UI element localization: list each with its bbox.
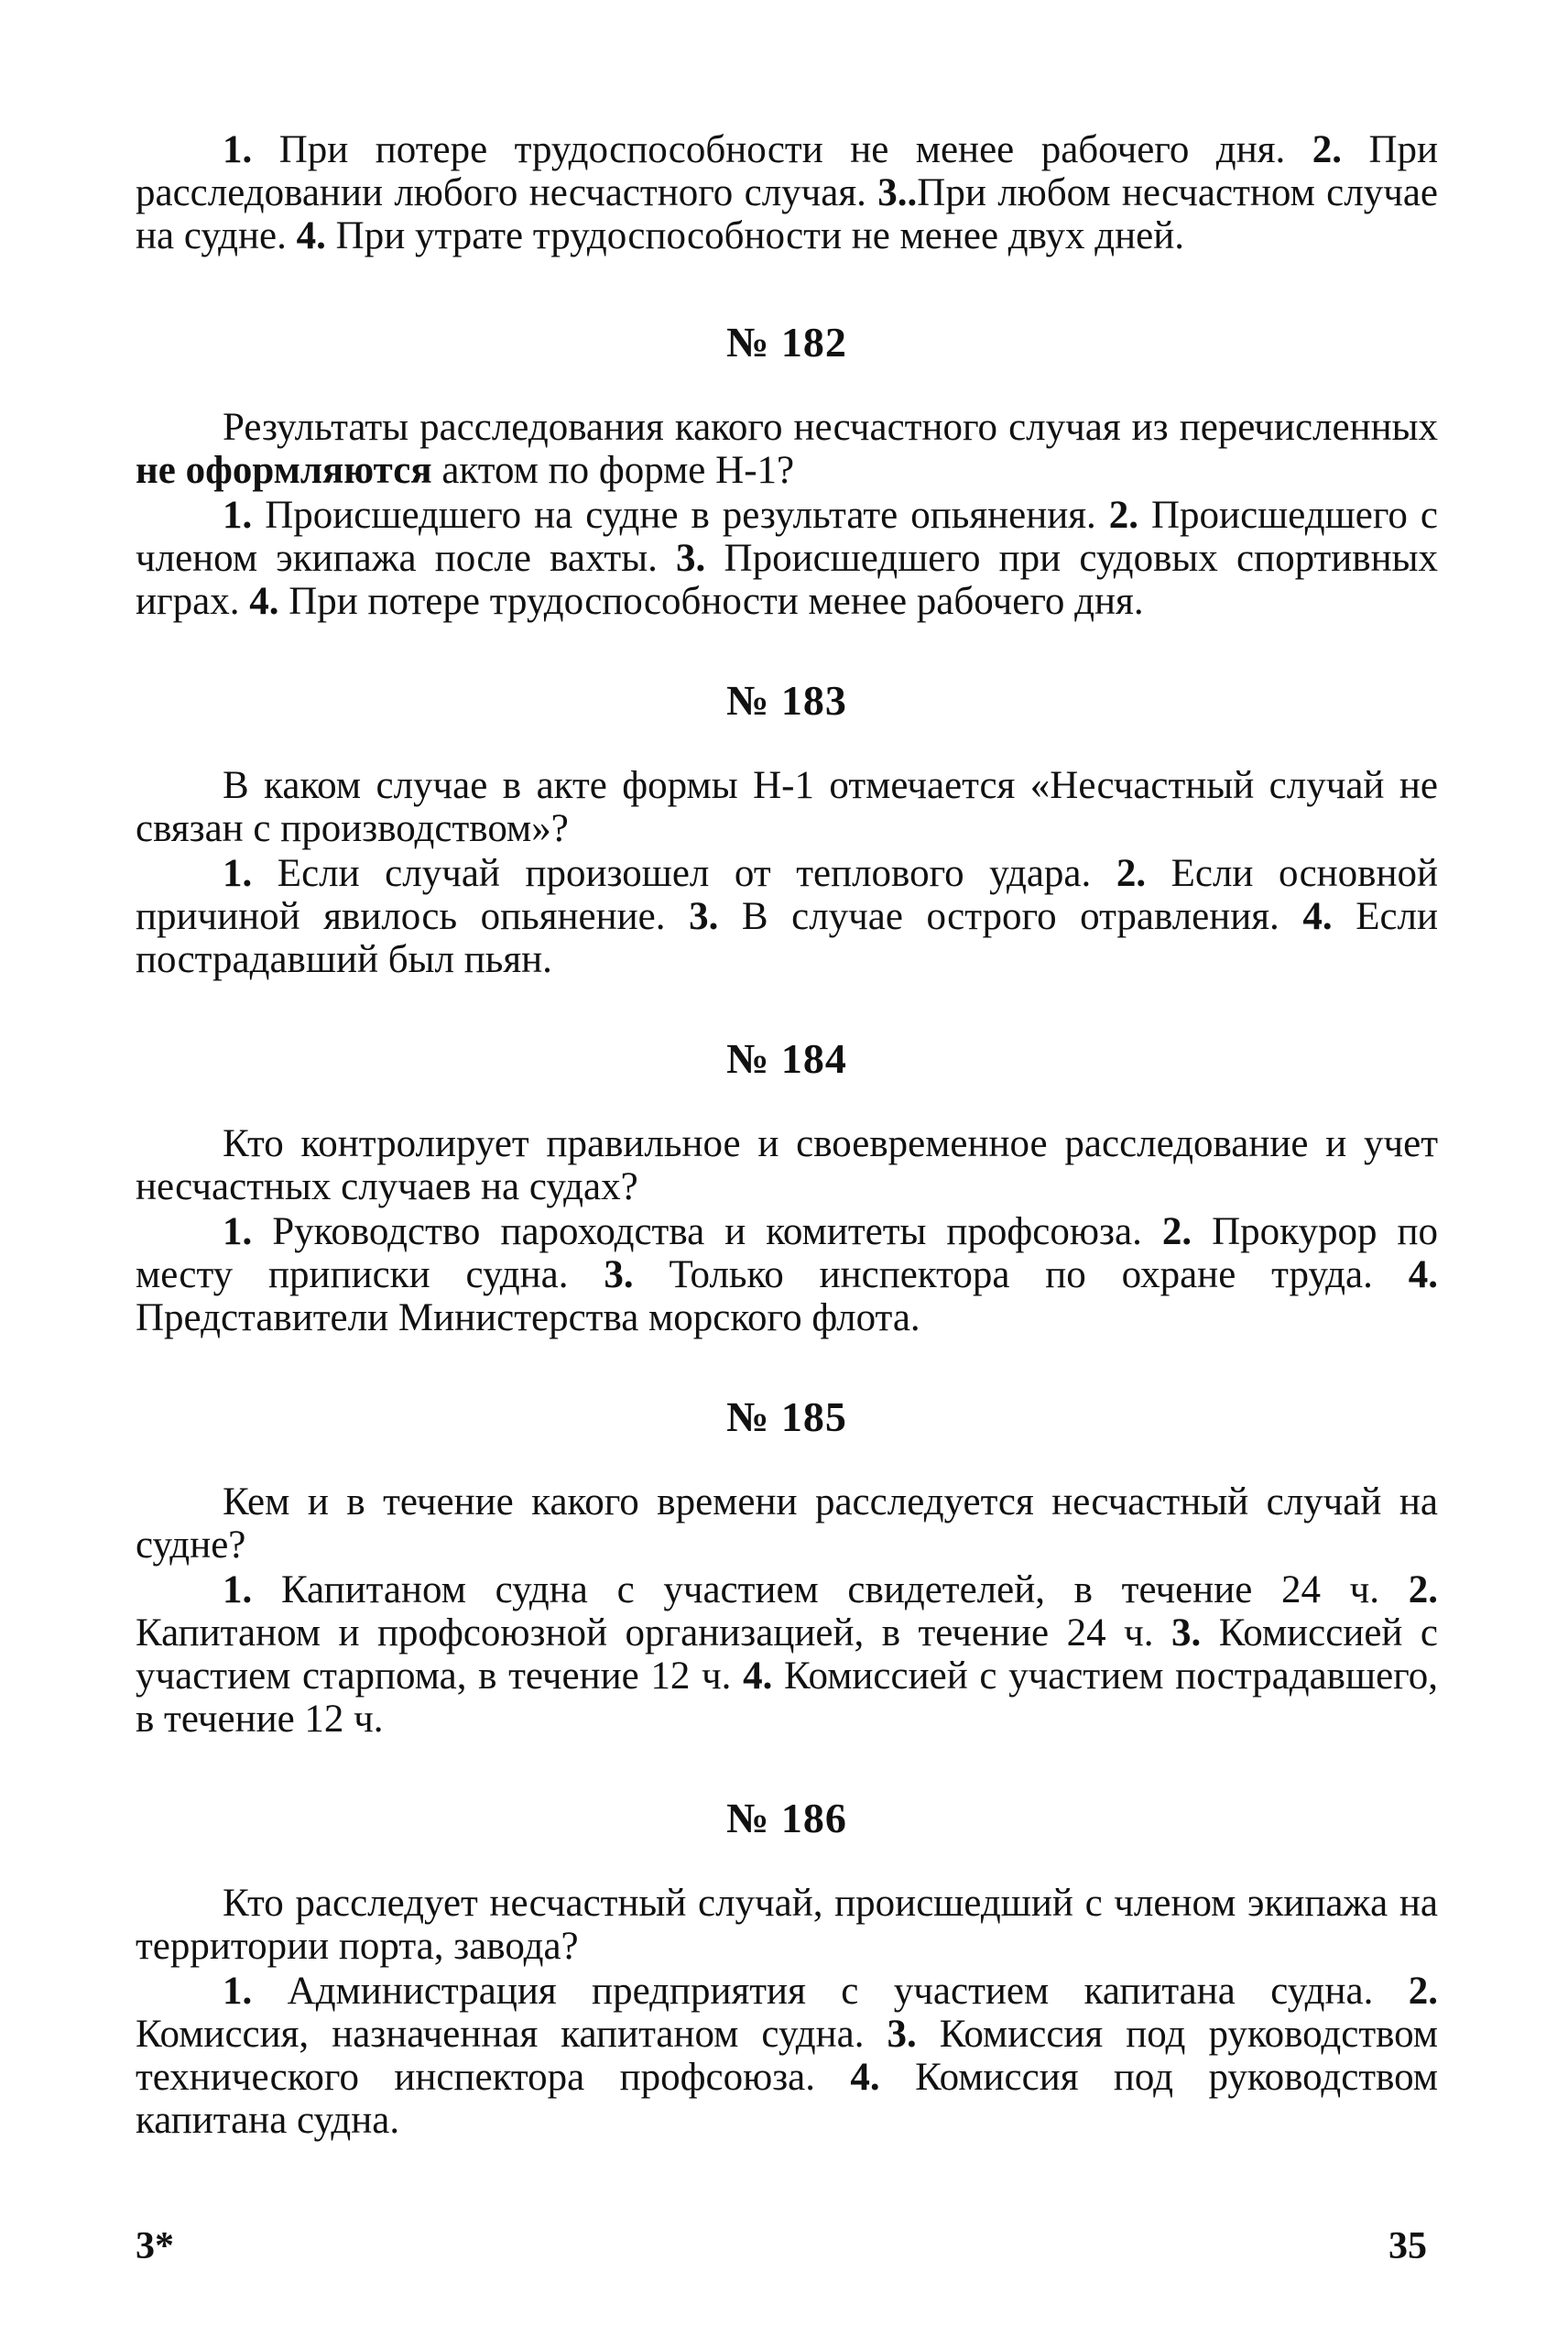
answer-text: При расследовании любого несчастного случая. [136, 128, 1439, 214]
answer-number: 1. [223, 852, 253, 895]
answer-number: 1. [223, 1210, 253, 1253]
question-block-186 [136, 1796, 1438, 2142]
answer-text: Комиссией с участием старпома, в течение 12 ч. [136, 1611, 1439, 1698]
question-number: № 183 [726, 677, 847, 724]
answer-text: Администрация предприятия с участием капитана судна. [252, 1970, 1374, 2013]
answer-text: Прокурор по месту приписки судна. [136, 1210, 1438, 1296]
question-block-185 [136, 1394, 1438, 1741]
answer-number: 2. [1095, 494, 1139, 537]
answer-number: 3. [665, 895, 719, 938]
answer-text: Представители Министерства морского флота. [136, 1296, 920, 1339]
answer-text: Происшедшего на судне в результате опьянения. [252, 494, 1096, 537]
answer-number: 4. [1372, 1253, 1439, 1296]
answer-options [136, 1568, 1438, 1741]
question-emphasis: не оформляются [136, 449, 432, 492]
answer-text: Происшедшего с членом экипажа после вахты. [136, 494, 1439, 580]
answer-text: Если пострадавший был пьян. [136, 895, 1439, 981]
answer-options [136, 494, 1438, 623]
question-text: Кто расследует несчастный случай, происшедший с членом экипажа на территории порта, завода? [136, 1882, 1438, 1968]
answer-number: 3. [1153, 1611, 1202, 1654]
question-number: № 185 [726, 1393, 847, 1440]
question-block-183 [136, 678, 1438, 981]
answer-number: 1. [223, 128, 253, 171]
question-text-part: Результаты расследования какого несчастного случая из перечисленных [223, 406, 1438, 449]
answer-options-previous [136, 128, 1438, 257]
answer-number: 2. [1373, 1970, 1438, 2013]
answer-options [136, 1210, 1438, 1339]
answer-text: В случае острого отравления. [718, 895, 1279, 938]
answer-text: Руководство пароходства и комитеты профсоюза. [252, 1210, 1142, 1253]
answer-number: 4. [815, 2056, 880, 2099]
answer-number: 1. [223, 1568, 253, 1611]
answer-text: При потере трудоспособности менее рабочего дня. [278, 580, 1144, 623]
answer-text: Если случай произошел от теплового удара. [252, 852, 1092, 895]
question-text: Кем и в течение какого времени расследуется несчастный случай на судне? [136, 1480, 1438, 1567]
answer-number: 1. [223, 494, 253, 537]
question-text: Кто контролирует правильное и своевременное расследование и учет несчастных случаев на судах? [136, 1122, 1438, 1208]
answer-text: Происшедшего при судовых спортивных играх. [136, 537, 1439, 623]
answer-number: 2. [1141, 1210, 1192, 1253]
answer-number: 3. [568, 1253, 634, 1296]
answer-number: 3.. [866, 171, 918, 214]
answer-text: Только инспектора по охране труда. [633, 1253, 1373, 1296]
answer-text: При любом несчастном случае на судне. [136, 171, 1438, 257]
answer-text: Комиссия под руководством технического инспектора профсоюза. [136, 2013, 1439, 2099]
answer-number: 4. [731, 1654, 773, 1698]
answer-number: 3. [657, 537, 706, 580]
answer-number: 4. [286, 214, 326, 257]
answer-text: При потере трудоспособности не менее рабочего дня. [252, 128, 1286, 171]
answer-text: При утрате трудоспособности не менее двух дней. [325, 214, 1184, 257]
answer-number: 3. [864, 2013, 917, 2056]
page-number: 35 [1388, 2225, 1427, 2267]
answer-text: Комиссия под руководством капитана судна. [136, 2056, 1439, 2142]
answer-text: Капитаном судна с участием свидетелей, в течение 24 ч. [252, 1568, 1380, 1611]
page-content [136, 128, 1438, 2197]
question-number: № 182 [726, 319, 847, 366]
question-block-182 [136, 320, 1438, 623]
question-number: № 186 [726, 1795, 847, 1841]
answer-text: Комиссией с участием пострадавшего, в течение 12 ч. [136, 1654, 1439, 1741]
answer-number: 2. [1285, 128, 1342, 171]
signature-mark: 3* [136, 2225, 174, 2267]
answer-text: Если основной причиной явилось опьянение. [136, 852, 1438, 938]
answer-options [136, 1970, 1438, 2142]
answer-number: 2. [1379, 1568, 1438, 1611]
answer-text: Комиссия, назначенная капитаном судна. [136, 2013, 865, 2056]
answer-number: 4. [239, 580, 279, 623]
answer-number: 1. [223, 1970, 253, 2013]
answer-number: 4. [1279, 895, 1333, 938]
question-number: № 184 [726, 1035, 847, 1082]
page-footer [136, 2224, 1438, 2270]
question-text-part: актом по форме Н-1? [431, 449, 795, 492]
question-text: В каком случае в акте формы Н-1 отмечается «Несчастный случай не связан с производством»? [136, 764, 1438, 850]
answer-options [136, 852, 1438, 981]
answer-number: 2. [1091, 852, 1147, 895]
question-text [136, 406, 1438, 492]
question-block-184 [136, 1036, 1438, 1339]
answer-text: Капитаном и профсоюзной организацией, в течение 24 ч. [136, 1611, 1154, 1654]
